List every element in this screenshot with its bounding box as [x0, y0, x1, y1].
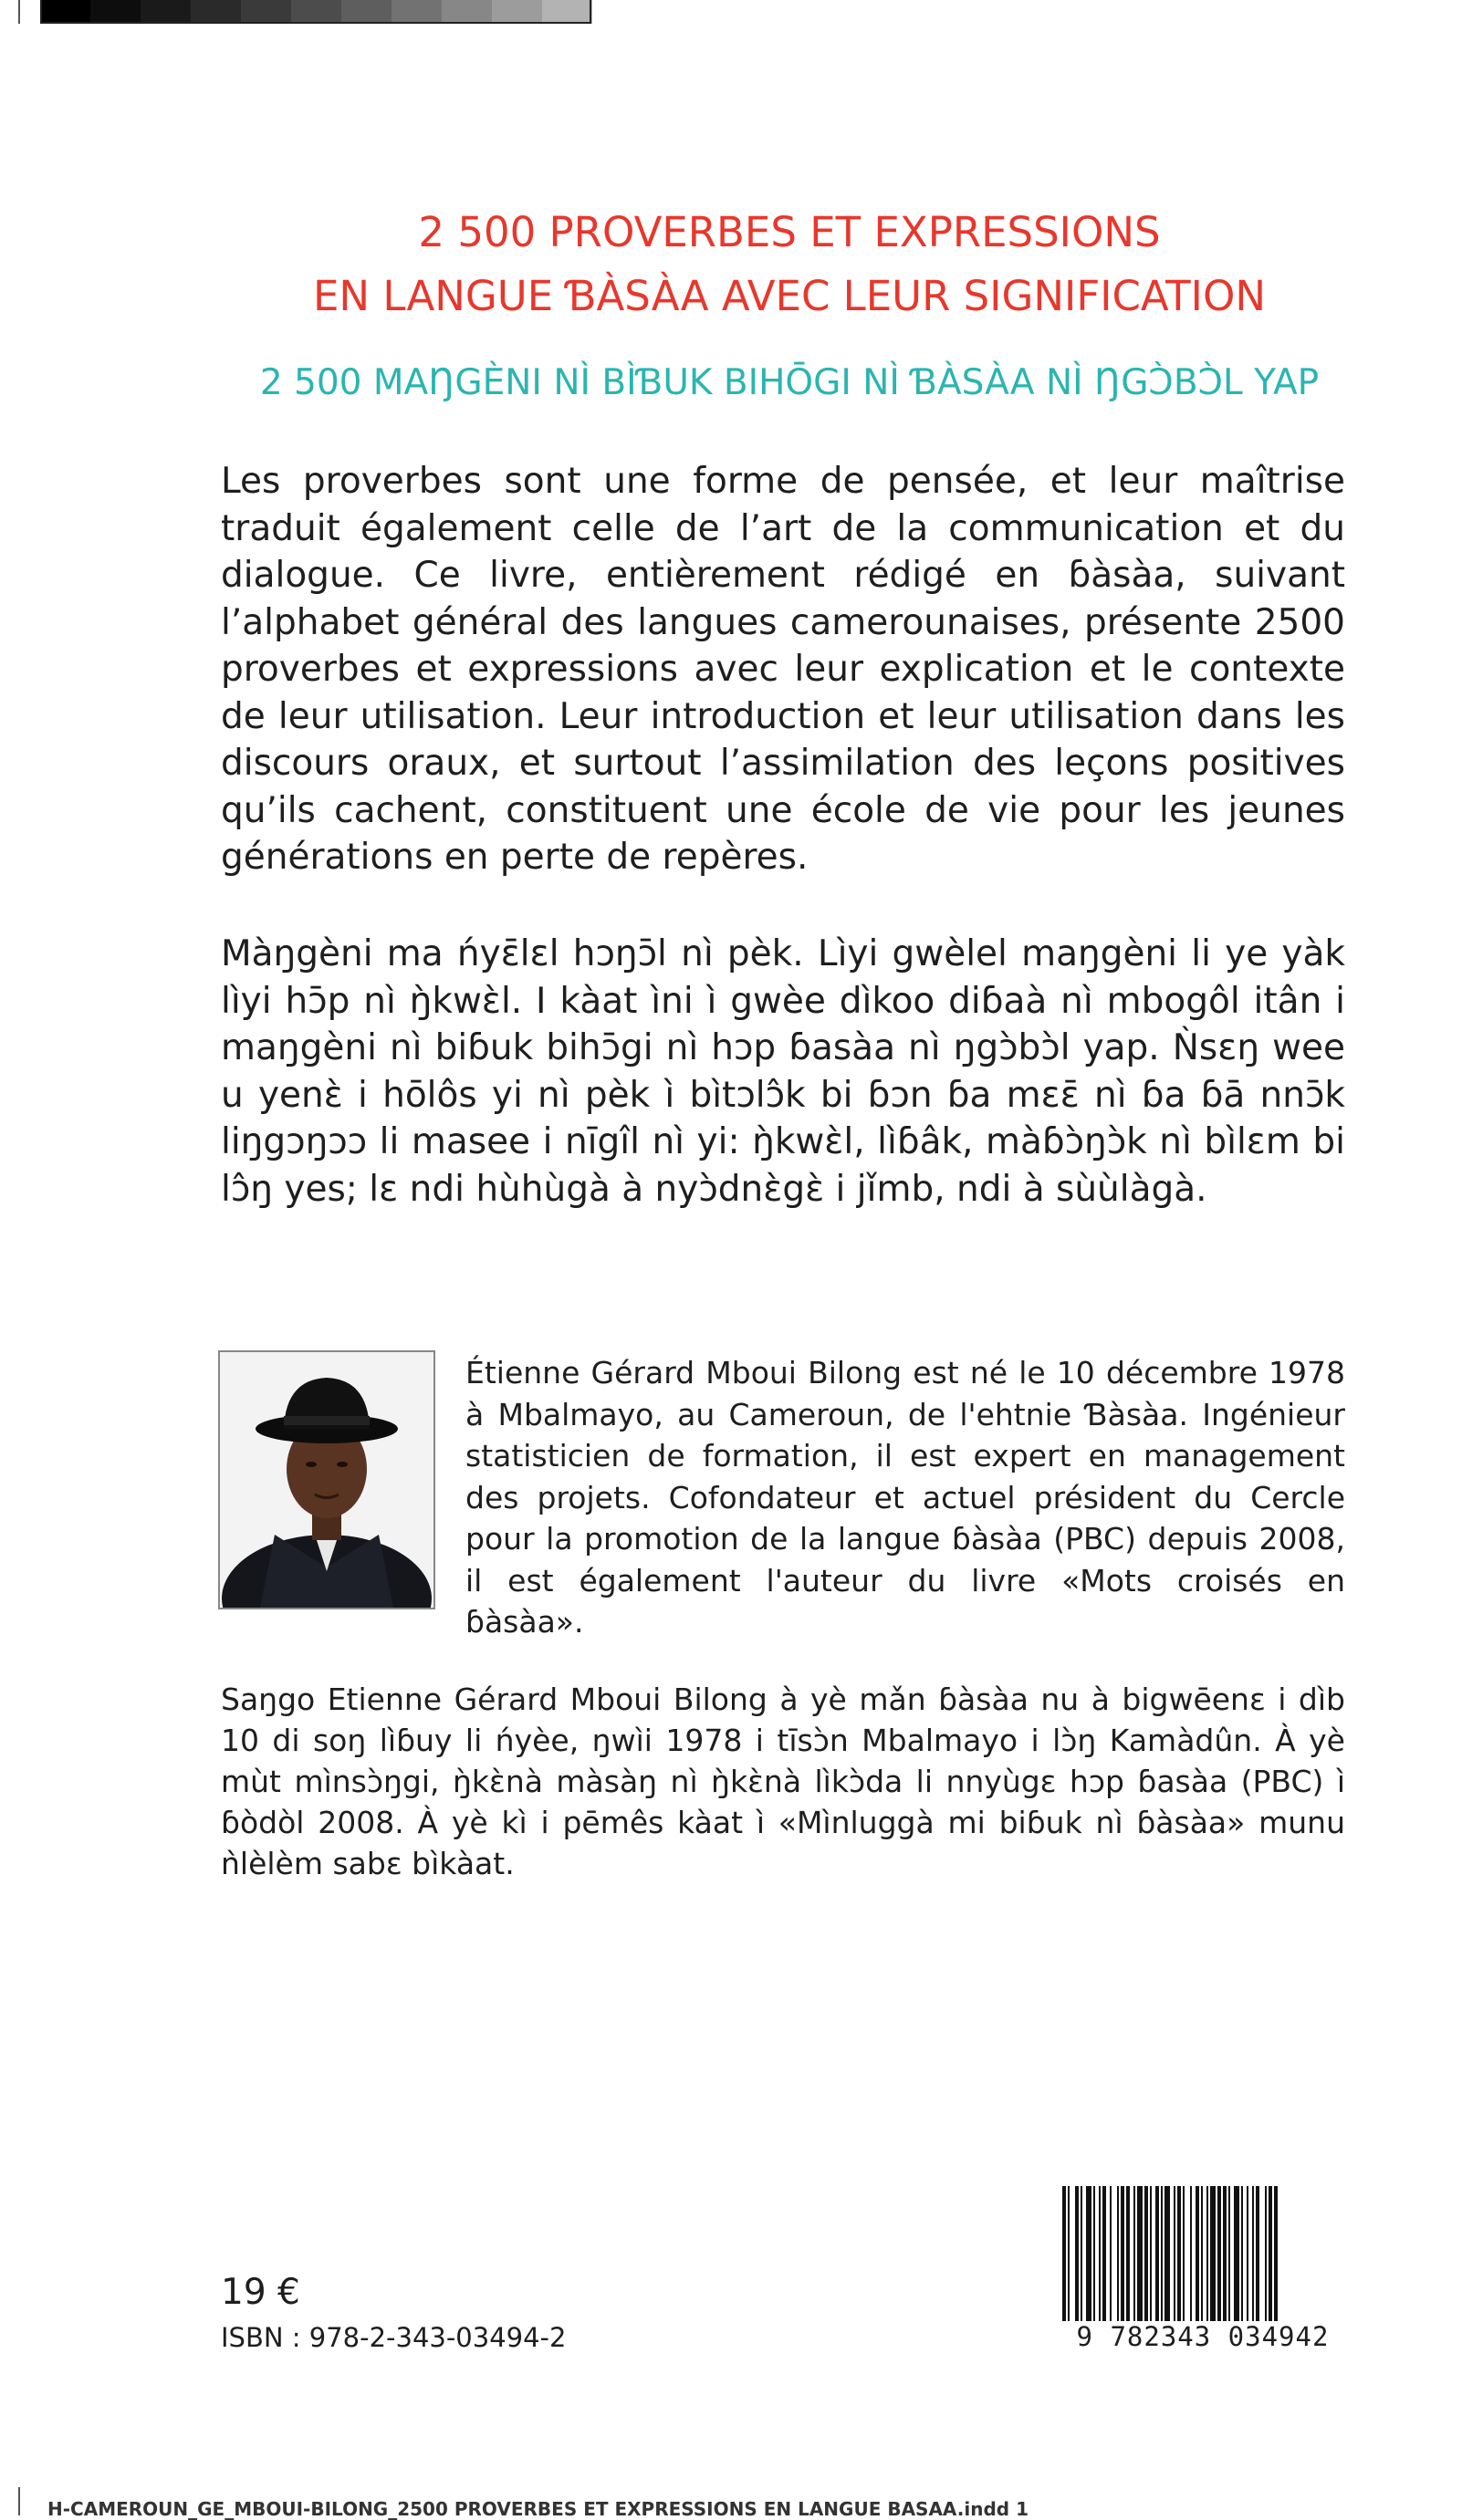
barcode-bar	[1265, 2186, 1267, 2323]
barcode-bar	[1228, 2186, 1230, 2323]
barcode-bar	[1155, 2186, 1159, 2323]
barcode-bar	[1062, 2186, 1066, 2323]
barcode-bar	[1133, 2186, 1135, 2323]
barcode-bar	[1252, 2186, 1254, 2323]
barcode-bar	[1201, 2186, 1203, 2323]
barcode-bar	[1150, 2186, 1152, 2323]
barcode-bar	[1075, 2186, 1079, 2323]
barcode-bar	[1093, 2186, 1095, 2323]
barcode-bar	[1190, 2186, 1192, 2323]
barcode-bar	[1274, 2186, 1278, 2323]
barcode-bar	[1117, 2186, 1119, 2323]
isbn: ISBN : 978-2-343-03494-2	[221, 2322, 567, 2353]
barcode-bar	[1086, 2186, 1091, 2323]
subtitle: 2 500 MAŊGÈNI NÌ BÌƁUK BIHŌGI NÌ ƁÀSÀA NÌ ŊGƆ̀BƆ̀L YAP	[259, 362, 1320, 403]
barcode-bar	[1241, 2186, 1243, 2323]
barcode-bar	[1161, 2186, 1163, 2323]
barcode-bar	[1210, 2186, 1216, 2323]
author-bio-basaa: Saŋgo Etienne Gérard Mboui Bilong à yè mǎn ɓàsàa nu à bigwēenɛ i dìb 10 di soŋ lìɓuy li ńyèe, ŋwìi 1978 i tīsɔ̀n Mbalmayo i lɔ̀ŋ Kamàdûn. À yè mùt mìnsɔ̀ŋgi, ŋ̀kɛ̀nà màsàŋ nì ŋ̀kɛ̀nà lìkɔ̀da li nnyùgɛ hɔp ɓasàa (PBC) ì ɓòdòl 2008. À yè kì i pēmês kàat ì «Mìnluggà mi biɓuk nì ɓàsàa» munu ǹlèlèm sabɛ bìkàat.	[221, 1682, 1345, 1881]
description-basaa: Màŋgèni ma ńyɛ̄lɛl hɔŋɔ̄l nì pèk. Lìyi gwèlel maŋgèni li ye yàk lìyi hɔ̄p nì ŋ̀kwɛ̀l. I kàat ìni ì gwèe dìkoo diɓaà nì mbogôl itân i maŋgèni nì biɓuk bihɔ̄gi nì hɔp ɓasàa nì ŋgɔ̀bɔ̀l yap. Ǹsɛŋ wee u yenɛ̀ i hōlôs yi nì pèk ì bìtɔlɔ̂k bi ɓɔn ɓa mɛɛ̄ nì ɓa ɓā nnɔ̄k liŋgɔŋɔɔ li masee i nīgîl nì yi: ŋ̀kwɛ̀l, lìɓâk, màɓɔ̀ŋɔ̀k nì bìlɛm bi lɔ̂ŋ yes; lɛ ndi hùhùgà à nyɔ̀dnɛ̀gɛ̀ i jǐmb, ndi à sùùlàgà.	[221, 933, 1345, 1210]
barcode-bar	[1110, 2186, 1112, 2323]
barcode-bar	[1183, 2186, 1185, 2323]
barcode-bar	[1174, 2186, 1175, 2323]
barcode-bar	[1081, 2186, 1082, 2323]
author-portrait-image	[220, 1352, 433, 1608]
description-french: Les proverbes sont une forme de pensée, et leur maîtrise traduit également celle de l’art de la communication et du dialogue. Ce livre, entièrement rédigé en ɓàsàa, suivant l’alphabet général des langues camerounaises, présente 2500 proverbes et expressions avec leur explication et le contexte de leur utilisation. Leur introduction et leur utilisation dans les discours oraux, et surtout l’assimilation des leçons positives qu’ils cachent, constituent une école de vie pour les jeunes générations en perte de repères.	[221, 461, 1345, 878]
barcode-bar	[1223, 2186, 1227, 2323]
barcode-bar	[1269, 2186, 1272, 2323]
author-bio-french: Étienne Gérard Mboui Bilong est né le 10 décembre 1978 à Mbalmayo, au Cameroun, de l'ehtnie Ɓàsàa. Ingénieur statisticien de formation, il est expert en management des projets. Cofondateur et actuel président du Cercle pour la promotion de la langue ɓàsàa (PBC) depuis 2008, il est également l'auteur du livre «Mots croisés en ɓàsàa».	[465, 1355, 1345, 1640]
barcode-bar	[1068, 2186, 1070, 2323]
barcode-digits: 9 782343 034942	[1057, 2321, 1349, 2352]
crop-mark-top	[18, 0, 20, 24]
colorbar-swatch	[592, 0, 642, 24]
price: 19 €	[221, 2272, 300, 2313]
barcode-bar	[1126, 2186, 1130, 2323]
barcode-bar	[1177, 2186, 1181, 2323]
title-line-1: 2 500 PROVERBES ET EXPRESSIONS	[418, 208, 1161, 256]
print-slug-line: H-CAMEROUN_GE_MBOUI-BILONG_2500 PROVERBES ET EXPRESSIONS EN LANGUE BASAA.indd 1	[47, 2498, 1029, 2520]
barcode-bar	[1217, 2186, 1221, 2323]
barcode-bar	[1247, 2186, 1248, 2323]
barcode-bar	[1206, 2186, 1208, 2323]
barcode-bar	[1137, 2186, 1143, 2323]
color-calibration-frame	[40, 0, 591, 24]
barcode-bar	[1099, 2186, 1101, 2323]
barcode-bar	[1234, 2186, 1239, 2323]
barcode-bar	[1256, 2186, 1259, 2323]
crop-mark-bottom	[18, 2487, 20, 2515]
barcode-bar	[1144, 2186, 1148, 2323]
barcode-bar	[1102, 2186, 1106, 2323]
author-photo	[218, 1350, 435, 1609]
barcode-bar	[1196, 2186, 1199, 2323]
barcode-bar	[1121, 2186, 1124, 2323]
title-line-2: EN LANGUE ƁÀSÀA AVEC LEUR SIGNIFICATION	[312, 272, 1267, 320]
barcode-bar	[1164, 2186, 1170, 2323]
